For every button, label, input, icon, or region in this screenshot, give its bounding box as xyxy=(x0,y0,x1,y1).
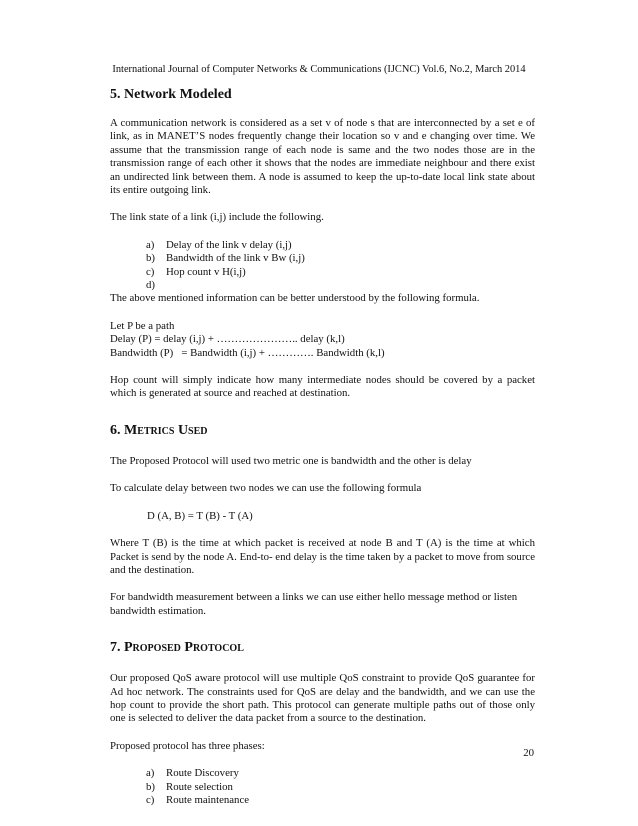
phases-list xyxy=(110,767,535,807)
list-marker: c) xyxy=(146,793,155,806)
section-6-paragraph-1: The Proposed Protocol will used two metric one is bandwidth and the other is delay xyxy=(110,454,472,467)
list-item xyxy=(110,239,535,252)
section-7-paragraph-2: Proposed protocol has three phases: xyxy=(110,739,265,752)
section-6-number: 6. xyxy=(110,422,121,438)
list-item-text: Hop count v H(i,j) xyxy=(166,265,246,278)
page-body xyxy=(110,84,535,807)
list-item xyxy=(110,266,535,279)
section-7-number: 7. xyxy=(110,640,121,656)
running-header: International Journal of Computer Networks & Communications (IJCNC) Vol.6, No.2, March 2014 xyxy=(112,64,526,75)
section-6-paragraph-3: Where T (B) is the time at which packet is received at node B and T (A) is the time at which Packet is send by the node A. End-to- end delay is the time taken by a packet to move from source and the destination. xyxy=(110,537,535,576)
delay-formula: Delay (P) = delay (i,j) + ………………….. delay (k,l) xyxy=(110,333,345,346)
page-number: 20 xyxy=(523,747,534,759)
list-item xyxy=(110,781,535,794)
list-item-text: Bandwidth of the link v Bw (i,j) xyxy=(166,252,305,265)
path-definition: Let P be a path xyxy=(110,319,175,332)
section-5-paragraph-2: The link state of a link (i,j) include the following. xyxy=(110,211,324,224)
list-marker: c) xyxy=(146,265,155,278)
list-marker: b) xyxy=(146,780,155,793)
section-6-paragraph-2: To calculate delay between two nodes we can use the following formula xyxy=(110,482,422,495)
list-item-text: Route selection xyxy=(166,780,233,793)
section-6-heading xyxy=(110,423,535,439)
link-state-list xyxy=(110,239,535,293)
list-item xyxy=(110,252,535,265)
section-6-paragraph-4: For bandwidth measurement between a links we can use either hello message method or listen bandwidth estimation. xyxy=(110,591,518,617)
list-marker: a) xyxy=(146,767,155,780)
section-7-heading xyxy=(110,640,535,656)
list-item xyxy=(110,279,535,292)
list-marker: b) xyxy=(146,252,155,265)
section-5-paragraph-3: The above mentioned information can be better understood by the following formula. xyxy=(110,292,480,305)
section-5-paragraph-4: Hop count will simply indicate how many intermediate nodes should be covered by a packet which is generated at source and reached at destination. xyxy=(110,374,535,400)
list-item xyxy=(110,767,535,780)
list-marker: d) xyxy=(146,279,155,292)
list-marker: a) xyxy=(146,238,155,251)
list-item-text: Route maintenance xyxy=(166,793,250,806)
list-item-text: Route Discovery xyxy=(166,767,239,780)
delay-difference-formula: D (A, B) = T (B) - T (A) xyxy=(147,509,253,522)
section-7-paragraph-1: Our proposed QoS aware protocol will use multiple QoS constraint to provide QoS guarantee for Ad hoc network. The constraints used for QoS are delay and the bandwidth, and we can use the hop count to provide the short path. This protocol can generate multiple paths out of those only one is selected to deliver the data packet from a source to the destination. xyxy=(110,672,535,725)
section-5-heading: 5. Network Modeled xyxy=(110,87,232,102)
section-7-title: Proposed Protocol xyxy=(124,640,244,656)
list-item xyxy=(110,794,535,807)
bandwidth-formula: Bandwidth (P) = Bandwidth (i,j) + …………. Bandwidth (k,l) xyxy=(110,346,385,359)
section-5-paragraph-1: A communication network is considered as a set v of node s that are interconnected by a set e of link, as in MANET’S nodes frequently change their location so v and e changing over time. We assume that the transmission range of each node is same and the two nodes those are in the transmission range of each other it shows that the nodes are immediate neighbour and there exist an undirected link between them. A node is assumed to keep the up-to-date local link state about its entire outgoing link. xyxy=(110,117,535,197)
section-6-title: Metrics Used xyxy=(124,422,208,438)
list-item-text: Delay of the link v delay (i,j) xyxy=(166,238,292,251)
